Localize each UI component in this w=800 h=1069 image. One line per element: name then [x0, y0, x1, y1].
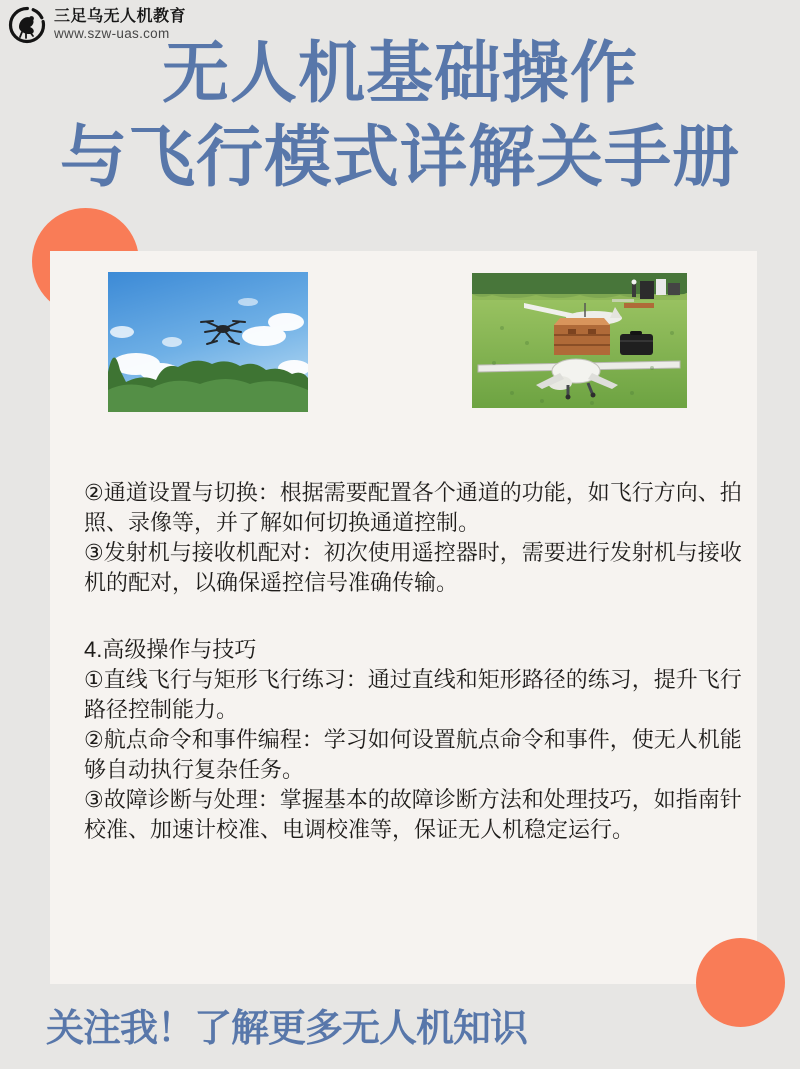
- text-line: ①直线飞行与矩形飞行练习：通过直线和矩形路径的练习，提升飞行: [84, 667, 742, 692]
- footer-cta: 关注我！了解更多无人机知识: [46, 1008, 528, 1050]
- title-line-1: 无人机基础操作: [162, 36, 638, 111]
- text-line: ②通道设置与切换：根据需要配置各个通道的功能，如飞行方向、拍: [84, 480, 742, 505]
- photo-multirotor-sky: [108, 272, 308, 412]
- text-line: ③故障诊断与处理：掌握基本的故障诊断方法和处理技巧，如指南针: [84, 787, 742, 812]
- brand-name: 三足乌无人机教育: [54, 7, 187, 25]
- title-line-2: 与飞行模式详解关手册: [60, 120, 740, 195]
- body-text: [84, 478, 744, 845]
- text-line: ③发射机与接收机配对：初次使用遥控器时，需要进行发射机与接收: [84, 540, 742, 565]
- text-line: 照、录像等，并了解如何切换通道控制。: [84, 510, 481, 535]
- content-card: [50, 251, 757, 984]
- section-heading: 4.高级操作与技巧: [84, 637, 257, 662]
- photo-fixed-wing-field: [472, 273, 687, 408]
- text-line: 路径控制能力。: [84, 697, 239, 722]
- poster-title: [0, 32, 800, 200]
- text-line: ②航点命令和事件编程：学习如何设置航点命令和事件，使无人机能: [84, 727, 742, 752]
- brand-website: www.szw-uas.com: [54, 26, 170, 42]
- decor-circle-bottom-right: [696, 938, 785, 1027]
- multirotor-sky-illustration: [108, 272, 308, 412]
- text-line: 校准、加速计校准、电调校准等，保证无人机稳定运行。: [84, 817, 635, 842]
- fixed-wing-field-illustration: [472, 273, 687, 408]
- text-line: 机的配对，以确保遥控信号准确传输。: [84, 570, 459, 595]
- text-line: 够自动执行复杂任务。: [84, 757, 305, 782]
